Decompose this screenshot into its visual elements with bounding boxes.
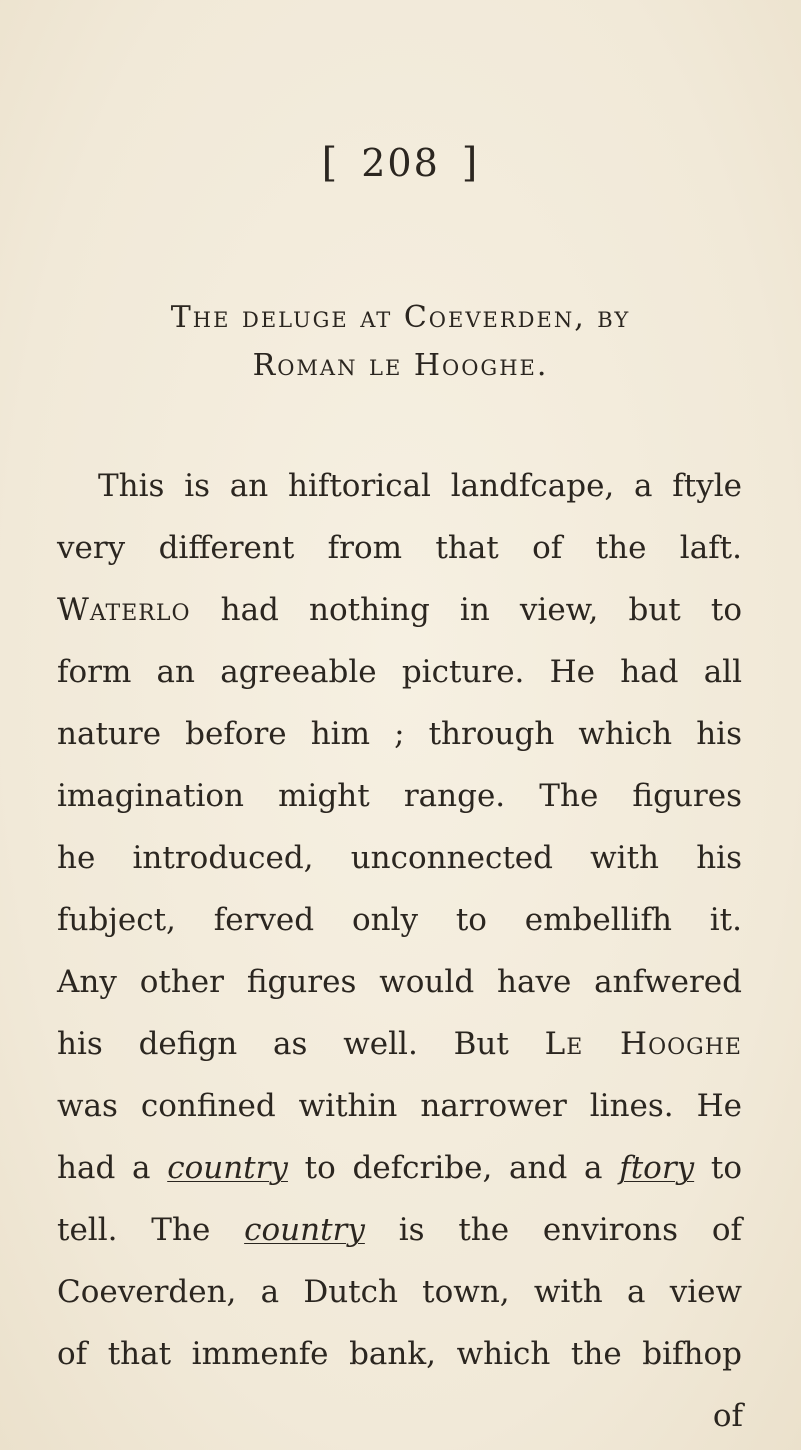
word-country-2: country (244, 1212, 365, 1248)
text-line-10-content (57, 1024, 742, 1064)
text-line-4-content: form an agreeable picture. He had all (57, 654, 742, 690)
text-line-13-content (57, 1210, 742, 1250)
text-line-10-start: his defign as well. But (57, 1026, 545, 1062)
section-heading-line-2: Roman le Hooghe. (252, 348, 549, 383)
text-line-3-content (57, 590, 742, 630)
text-line-2-content: very different from that of the laft. (57, 530, 742, 566)
name-waterlo: Waterlo (57, 592, 191, 628)
text-line-12-content (57, 1148, 742, 1188)
page-number-value: 208 (361, 141, 440, 185)
name-le-hooghe: Le Hooghe (544, 1026, 742, 1062)
text-line-8-content: fubject, ferved only to embellifh it. (57, 902, 742, 938)
text-line-3-rest: had nothing in view, but to (190, 592, 742, 628)
word-story: ftory (619, 1150, 695, 1186)
page-number (0, 140, 801, 186)
text-line-13-part-1: tell. The (57, 1212, 245, 1248)
text-line-5-content: nature before him ; through which his (57, 716, 742, 752)
text-line-13-part-3: is the environs of (364, 1212, 742, 1248)
text-line-9-content: Any other figures would have anfwered (57, 964, 742, 1000)
section-heading-line-1: The deluge at Coeverden, by (170, 300, 631, 335)
text-line-15-content: of that immenfe bank, which the bifhop (57, 1336, 742, 1372)
text-line-14-content: Coeverden, a Dutch town, with a view (57, 1274, 742, 1310)
text-line-12-part-1: had a (57, 1150, 168, 1186)
text-line-7-content: he introduced, unconnected with his (57, 840, 742, 876)
catchword: of (712, 1398, 743, 1434)
text-line-12-part-5: to (694, 1150, 742, 1186)
text-line-11-content: was confined within narrower lines. He (57, 1088, 742, 1124)
text-line-12-part-3: to defcribe, and a (287, 1150, 620, 1186)
page-bracket-open: [ (321, 140, 340, 186)
page-bracket-close: ] (461, 140, 480, 186)
text-line-6-content: imagination might range. The figures (57, 778, 742, 814)
text-line-1-content: This is an hiftorical landfcape, a ftyle (98, 468, 742, 504)
word-country: country (167, 1150, 288, 1186)
